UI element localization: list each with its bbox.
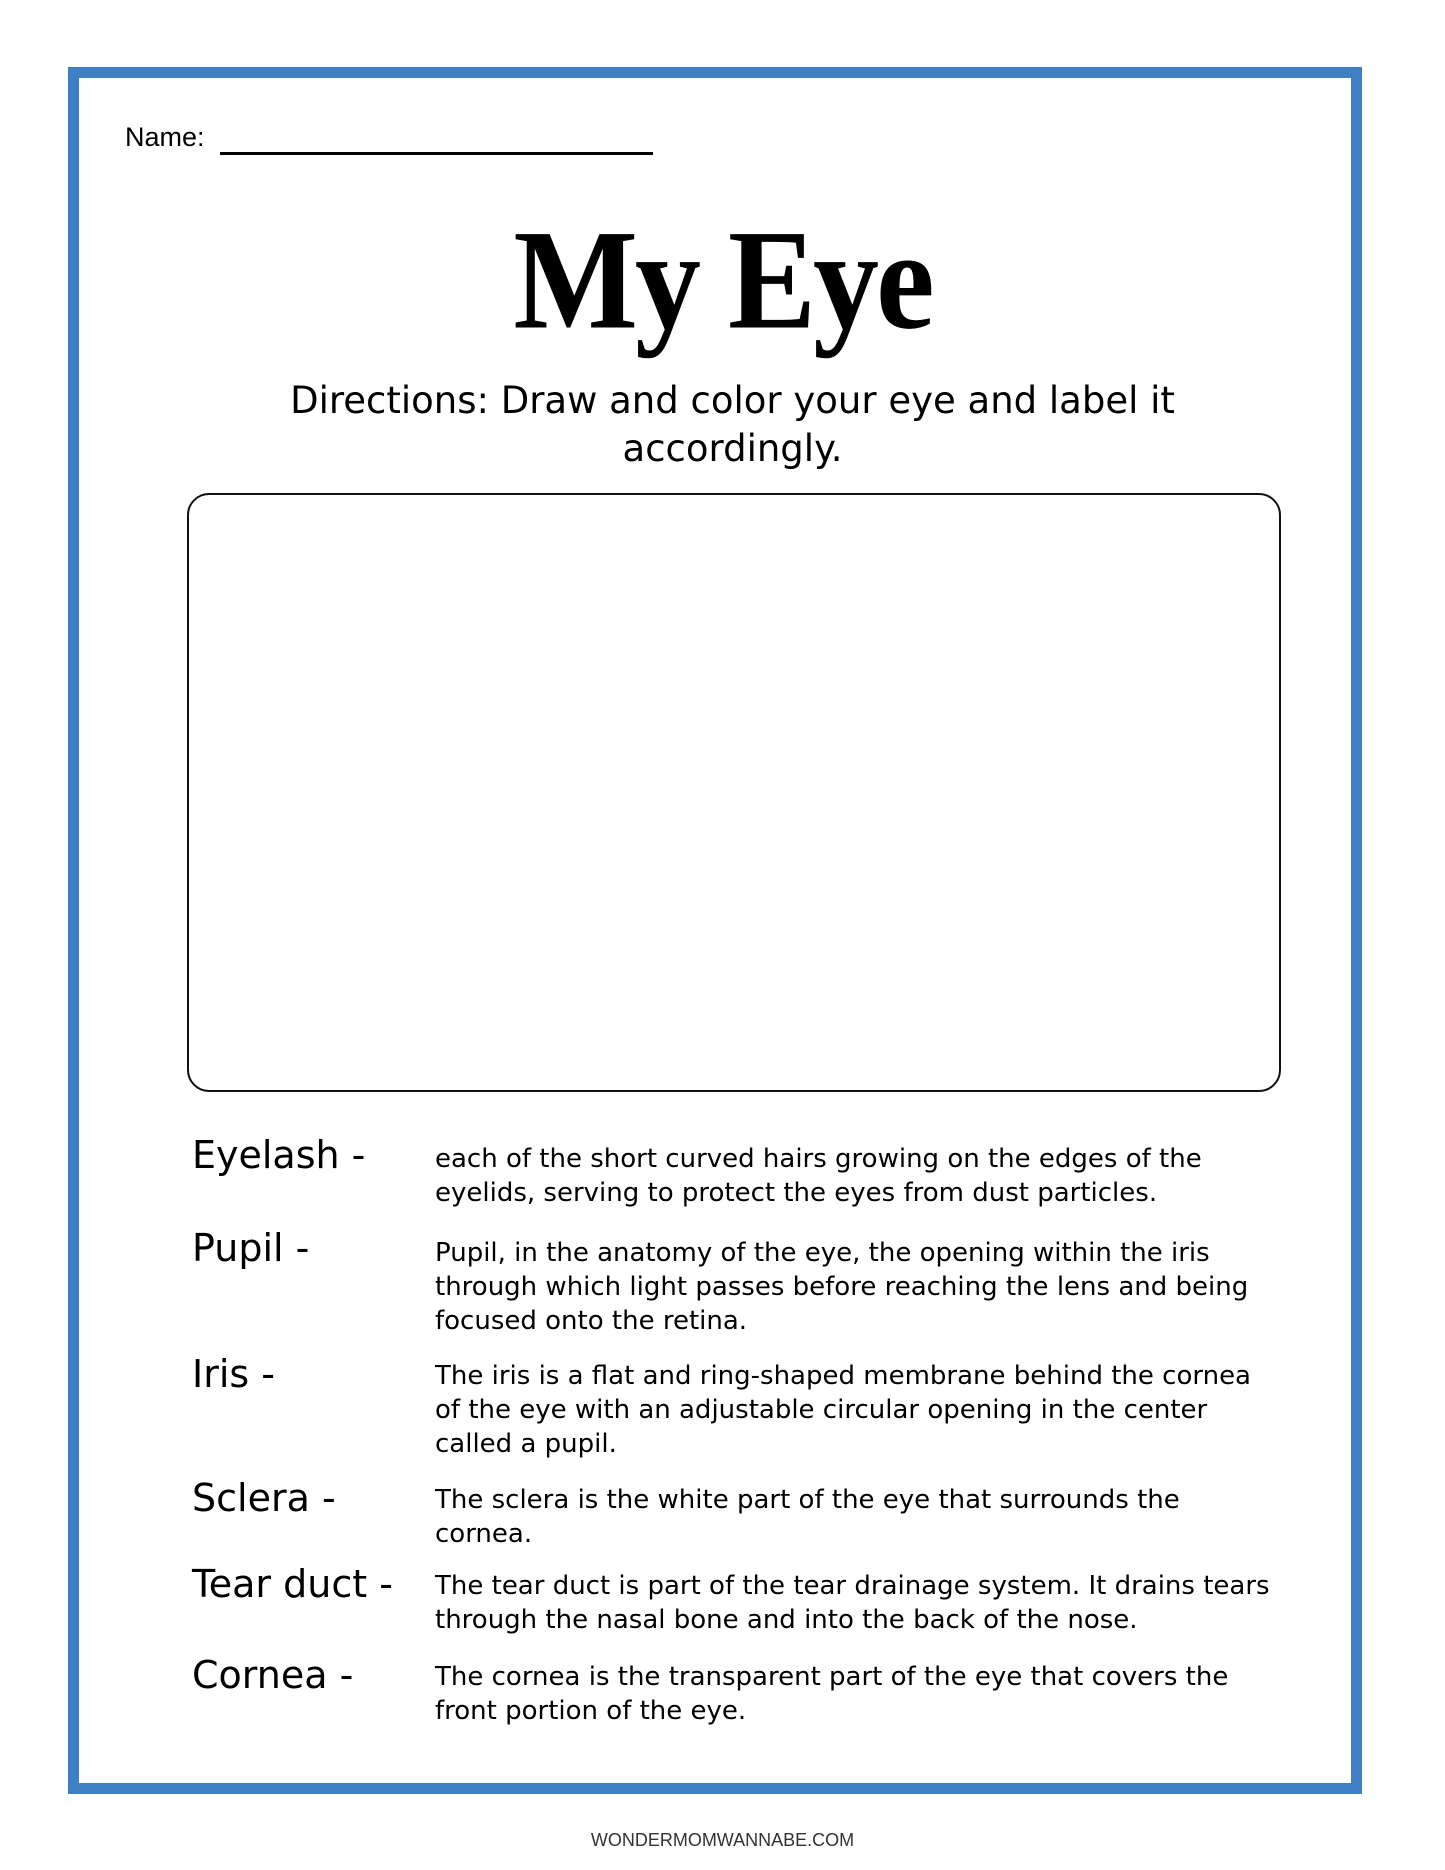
term-cornea: Cornea - — [192, 1653, 354, 1697]
term-eyelash: Eyelash - — [192, 1133, 366, 1177]
term-sclera: Sclera - — [192, 1476, 336, 1520]
definition-pupil: Pupil, in the anatomy of the eye, the opening within the iris through which light passes before reaching the lens and being focused onto the retina. — [435, 1238, 1249, 1336]
term-pupil: Pupil - — [192, 1226, 310, 1270]
definition-eyelash: each of the short curved hairs growing on the edges of the eyelids, serving to protect the eyes from dust particles. — [435, 1144, 1202, 1208]
name-input-line[interactable] — [220, 152, 653, 155]
definition-cornea: The cornea is the transparent part of the eye that covers the front portion of the eye. — [435, 1662, 1229, 1726]
definition-iris: The iris is a flat and ring-shaped membrane behind the cornea of the eye with an adjustable circular opening in the center called a pupil. — [435, 1361, 1251, 1459]
footer-website: WONDERMOMWANNABE.COM — [590, 1830, 855, 1850]
drawing-area[interactable] — [187, 493, 1281, 1092]
name-label: Name: — [125, 122, 205, 152]
directions-text: Directions: Draw and color your eye and label it accordingly. — [290, 379, 1175, 470]
definition-tear-duct: The tear duct is part of the tear drainage system. It drains tears through the nasal bone and into the back of the nose. — [435, 1571, 1270, 1635]
term-tear-duct: Tear duct - — [192, 1562, 393, 1606]
page-title: My Eye — [513, 200, 932, 359]
definition-sclera: The sclera is the white part of the eye that surrounds the cornea. — [435, 1485, 1180, 1549]
term-iris: Iris - — [192, 1352, 275, 1396]
